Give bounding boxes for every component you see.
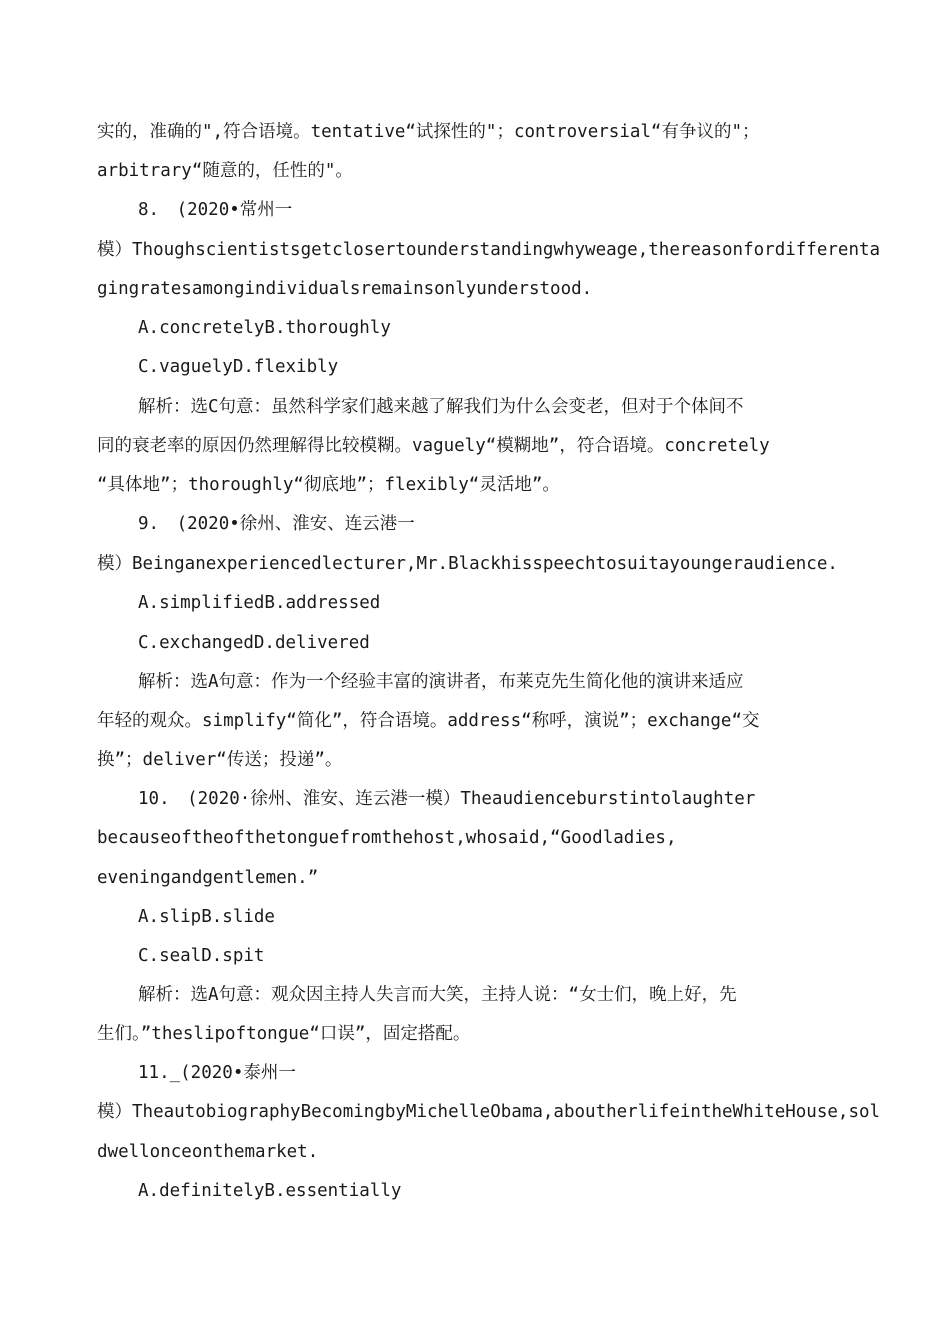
explanation: “具体地”；thoroughly“彻底地”；flexibly“灵活地”。: [97, 475, 560, 495]
explanation: 同的衰老率的原因仍然理解得比较模糊。vaguely“模糊地”，符合语境。concretely: [97, 436, 770, 456]
question-stem: gingratesamongindividualsremainsonlyunderstood.: [97, 279, 593, 299]
answer-options: A.definitelyB.essentially: [138, 1181, 402, 1201]
explanation: 解析：选A句意：观众因主持人失言而大笑，主持人说：“女士们，晚上好，先: [138, 985, 737, 1005]
answer-options: C.vaguelyD.flexibly: [138, 357, 339, 377]
text-line: 实的，准确的",符合语境。tentative“试探性的"；controversial“有争议的"；: [97, 122, 760, 142]
question-stem: becauseoftheofthetonguefromthehost,whosaid,“Goodladies,: [97, 828, 677, 848]
question-number: 8. (2020•常州一: [138, 200, 293, 220]
question-number: 9. (2020•徐州、淮安、连云港一: [138, 514, 415, 534]
question-number: 10. (2020·徐州、淮安、连云港一模）Theaudienceburstintolaughter: [138, 789, 756, 809]
question-stem: eveningandgentlemen.”: [97, 868, 319, 888]
answer-options: A.concretelyB.thoroughly: [138, 318, 391, 338]
question-stem: 模）Thoughscientistsgetclosertounderstandingwhyweage,thereasonfordifferenta: [97, 240, 881, 260]
answer-options: A.simplifiedB.addressed: [138, 593, 381, 613]
explanation: 生们。”theslipoftongue“口误”，固定搭配。: [97, 1024, 471, 1044]
question-stem: dwellonceonthemarket.: [97, 1142, 319, 1162]
explanation: 解析：选C句意：虽然科学家们越来越了解我们为什么会变老，但对于个体间不: [138, 397, 744, 417]
answer-options: C.exchangedD.delivered: [138, 633, 370, 653]
question-stem: 模）TheautobiographyBecomingbyMichelleObama,aboutherlifeintheWhiteHouse,sol: [97, 1102, 881, 1122]
explanation: 换”；deliver“传送；投递”。: [97, 750, 343, 770]
question-stem: 模）Beinganexperiencedlecturer,Mr.Blackhisspeechtosuitayoungeraudience.: [97, 554, 838, 574]
answer-options: C.sealD.spit: [138, 946, 265, 966]
answer-options: A.slipB.slide: [138, 907, 275, 927]
text-line: arbitrary“随意的，任性的"。: [97, 161, 353, 181]
explanation: 年轻的观众。simplify“简化”，符合语境。address“称呼，演说”；exchange“交: [97, 711, 760, 731]
explanation: 解析：选A句意：作为一个经验丰富的演讲者，布莱克先生简化他的演讲来适应: [138, 672, 744, 692]
question-number: 11._(2020•泰州一: [138, 1063, 296, 1083]
